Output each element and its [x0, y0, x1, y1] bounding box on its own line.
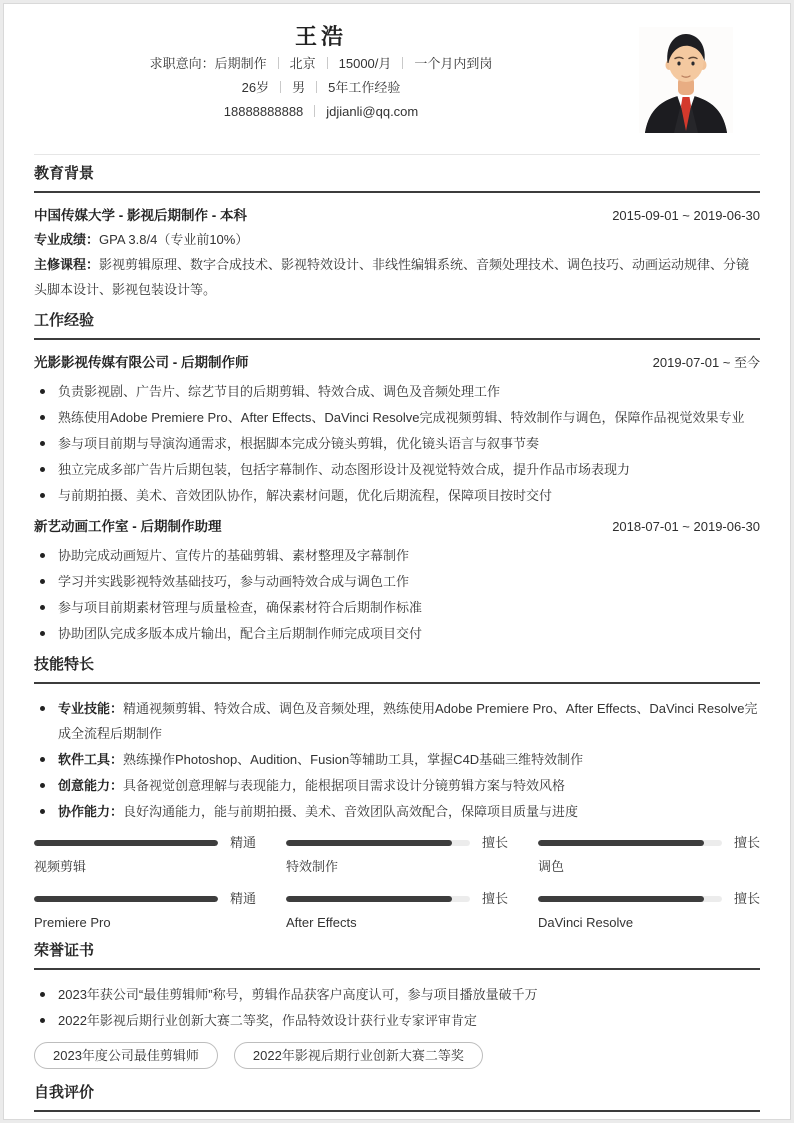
skill-label: 专业技能： [58, 701, 124, 716]
skill-label: 创意能力： [58, 778, 124, 793]
job-bullet: 协助团队完成多版本成片输出，配合主后期制作师完成项目交付 [34, 621, 760, 646]
skill-label: 软件工具： [58, 752, 124, 767]
skill-bar-fill [34, 896, 218, 902]
job-bullet: 负责影视剧、广告片、综艺节目的后期剪辑、特效合成、调色及音频处理工作 [34, 379, 760, 404]
section-work [34, 310, 760, 646]
gpa-label: 专业成绩： [34, 232, 100, 247]
skill-bar-row [286, 834, 508, 852]
skill-bar-item [538, 834, 760, 876]
job-bullet: 与前期拍摄、美术、音效团队协作，解决素材问题，优化后期流程，保障项目按时交付 [34, 483, 760, 508]
honor-bullet: 2022年影视后期行业创新大赛二等奖，作品特效设计获行业专家评审肯定 [34, 1008, 760, 1033]
honor-tag: 2023年度公司最佳剪辑师 [34, 1042, 218, 1069]
skill-bar-item [538, 890, 760, 932]
skill-bullet [34, 696, 760, 746]
skill-bar-name: 特效制作 [286, 859, 339, 874]
job-bullet: 独立完成多部广告片后期包装，包括字幕制作、动态图形设计及视觉特效合成，提升作品市场表现力 [34, 457, 760, 482]
skill-bar-track [538, 840, 722, 846]
age: 26岁 [241, 80, 270, 95]
job-bullet: 熟练使用Adobe Premiere Pro、After Effects、DaVinci Resolve完成视频剪辑、特效制作与调色，保障作品视觉效果专业 [34, 405, 760, 430]
job-date-range: 2019-07-01 ~ 至今 [652, 355, 760, 370]
divider-bar [402, 57, 403, 69]
skill-text: 熟练操作Photoshop、Audition、Fusion等辅助工具，掌握C4D基础三维特效制作 [123, 752, 584, 767]
school-degree: 中国传媒大学 - 影视后期制作 - 本科 [34, 208, 247, 223]
section-title-honors: 荣誉证书 [34, 940, 760, 970]
courses-line [34, 252, 760, 302]
skill-bar-name: 调色 [538, 859, 565, 874]
section-title-skills: 技能特长 [34, 654, 760, 684]
skill-bar-fill [34, 840, 218, 846]
skill-bar-track [538, 896, 722, 902]
skill-bar-track [34, 896, 218, 902]
skill-level-label: 精通 [229, 891, 256, 906]
honor-tags [34, 1042, 760, 1069]
job-bullet-list [34, 543, 760, 646]
gpa-value: GPA 3.8/4（专业前10%） [99, 232, 249, 247]
courses-value: 影视剪辑原理、数字合成技术、影视特效设计、非线性编辑系统、音频处理技术、调色技巧、动画运动规律、分镜头脚本设计、影视包装设计等。 [34, 257, 750, 297]
skill-bullet [34, 747, 760, 772]
job-entry-head [34, 516, 760, 538]
company-position: 新艺动画工作室 - 后期制作助理 [34, 519, 222, 534]
job-city: 北京 [289, 56, 316, 71]
phone-number: 18888888888 [223, 104, 304, 119]
divider-bar [327, 57, 328, 69]
person-avatar-illustration [639, 27, 733, 133]
skill-bar-name: After Effects [286, 915, 357, 930]
skill-level-label: 擅长 [733, 891, 760, 906]
job-entry-head [34, 352, 760, 374]
skill-bar-item [34, 834, 256, 876]
candidate-name: 王浩 [294, 24, 347, 49]
education-date-range: 2015-09-01 ~ 2019-06-30 [612, 208, 760, 223]
skill-text: 良好沟通能力，能与前期拍摄、美术、音效团队高效配合，保障项目质量与进度 [123, 804, 579, 819]
profile-line [34, 76, 608, 100]
job-bullet: 协助完成动画短片、宣传片的基础剪辑、素材整理及字幕制作 [34, 543, 760, 568]
section-skills [34, 654, 760, 932]
honor-tag: 2022年影视后期行业创新大赛二等奖 [234, 1042, 483, 1069]
section-self-evaluation [34, 1082, 760, 1112]
skill-level-label: 擅长 [481, 835, 508, 850]
divider-bar [316, 81, 317, 93]
section-honors [34, 940, 760, 1069]
skill-label: 协作能力： [58, 804, 124, 819]
skill-level-label: 擅长 [481, 891, 508, 906]
skill-bar-row [538, 890, 760, 908]
skill-bar-fill [286, 840, 452, 846]
profile-photo [639, 27, 733, 133]
job-intent-line [34, 52, 608, 76]
skill-level-label: 擅长 [733, 835, 760, 850]
header-text-block [34, 22, 608, 124]
job-entry [34, 352, 760, 508]
skill-text: 具备视觉创意理解与表现能力，能根据项目需求设计分镜剪辑方案与特效风格 [123, 778, 566, 793]
skill-bullet [34, 799, 760, 824]
skill-bar-track [286, 840, 470, 846]
skill-bar-item [286, 834, 508, 876]
skill-level-label: 精通 [229, 835, 256, 850]
resume-header [34, 22, 760, 155]
skill-bar-row [34, 834, 256, 852]
availability: 一个月内到岗 [414, 56, 493, 71]
courses-label: 主修课程： [34, 257, 100, 272]
skill-text: 精通视频剪辑、特效合成、调色及音频处理，熟练使用Adobe Premiere Pro、After Effects、DaVinci Resolve完成全流程后期制作 [58, 701, 758, 741]
skill-bar-name: Premiere Pro [34, 915, 111, 930]
skill-bar-row [34, 890, 256, 908]
skill-bar-item [286, 890, 508, 932]
divider-bar [314, 105, 315, 117]
section-title-education: 教育背景 [34, 163, 760, 193]
experience-years: 5年工作经验 [328, 80, 401, 95]
skill-bar-item [34, 890, 256, 932]
divider-bar [280, 81, 281, 93]
skill-bar-name: DaVinci Resolve [538, 915, 634, 930]
section-title-self-evaluation: 自我评价 [34, 1082, 760, 1112]
skill-bar-name: 视频剪辑 [34, 859, 87, 874]
gpa-line [34, 227, 760, 252]
skill-bar-track [286, 896, 470, 902]
skill-bar-fill [286, 896, 452, 902]
gender: 男 [292, 80, 306, 95]
resume-page [3, 3, 791, 1120]
skill-bar-row [286, 890, 508, 908]
email-address: jdjianli@qq.com [326, 104, 419, 119]
skill-bar-row [538, 834, 760, 852]
job-date-range: 2018-07-01 ~ 2019-06-30 [612, 519, 760, 534]
skill-bullet [34, 773, 760, 798]
skill-bar-track [34, 840, 218, 846]
education-entry-head [34, 205, 760, 227]
skill-bar-fill [538, 840, 704, 846]
expected-salary: 15000/月 [338, 56, 392, 71]
job-bullet-list [34, 379, 760, 508]
skill-bar-fill [538, 896, 704, 902]
skill-bars-grid [34, 834, 760, 932]
job-intent: 求职意向：后期制作 [149, 56, 267, 71]
section-title-work: 工作经验 [34, 310, 760, 340]
honors-bullet-list [34, 982, 760, 1033]
honor-bullet: 2023年获公司“最佳剪辑师”称号，剪辑作品获客户高度认可，参与项目播放量破千万 [34, 982, 760, 1007]
divider-bar [278, 57, 279, 69]
contact-line [34, 100, 608, 124]
job-bullet: 学习并实践影视特效基础技巧，参与动画特效合成与调色工作 [34, 569, 760, 594]
skills-bullet-list [34, 696, 760, 824]
job-bullet: 参与项目前期与导演沟通需求，根据脚本完成分镜头剪辑，优化镜头语言与叙事节奏 [34, 431, 760, 456]
section-education [34, 163, 760, 302]
job-bullet: 参与项目前期素材管理与质量检查，确保素材符合后期制作标准 [34, 595, 760, 620]
company-position: 光影影视传媒有限公司 - 后期制作师 [34, 355, 249, 370]
job-entry [34, 516, 760, 646]
